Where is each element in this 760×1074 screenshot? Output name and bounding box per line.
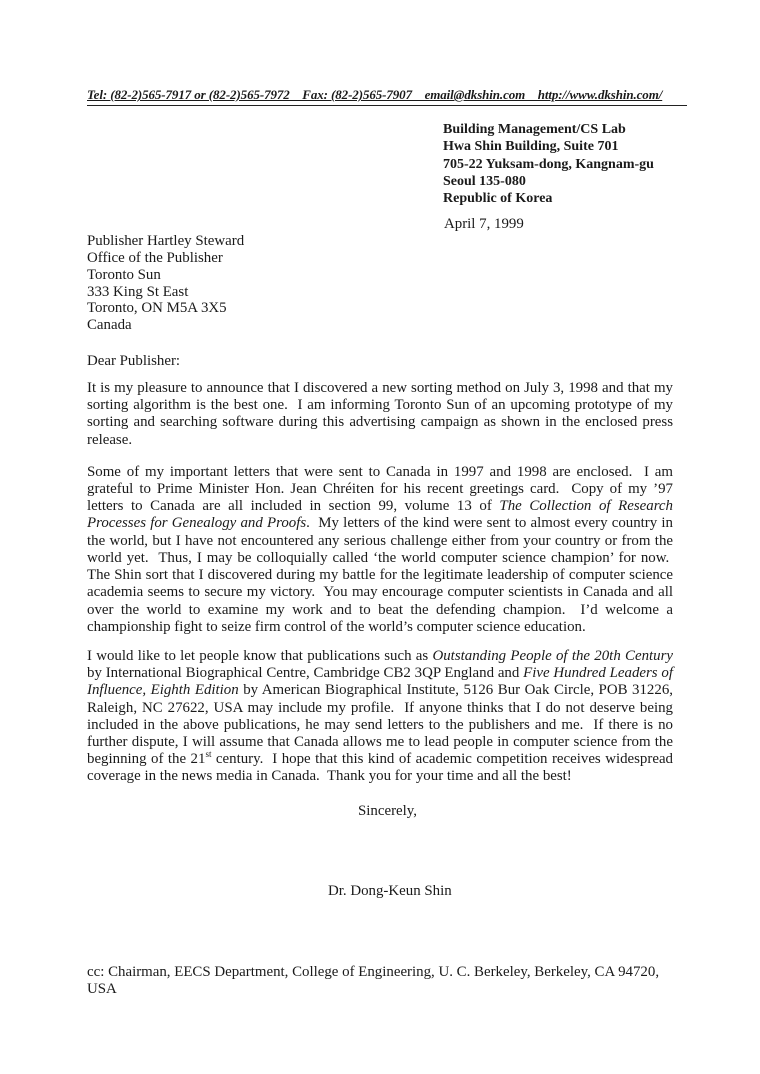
italic-title-text: Outstanding People of the 20th Century bbox=[432, 647, 673, 664]
paragraph-text: Some of my important letters that were sent to Canada in 1997 and 1998 are enclosed. I am grateful to Prime Minister Hon. Jean Chréiten for his recent greetings card. Copy of my ’97 letters to Canada are all included in section 99, volume 13 of bbox=[87, 463, 673, 515]
italic-title-text: Five Hundred Leaders of Influence, Eighth Edition bbox=[87, 665, 673, 699]
signature-name: Dr. Dong-Keun Shin bbox=[328, 882, 452, 899]
paragraph-text: . My letters of the kind were sent to almost every country in the world, but I have not encountered any serious challenge either from your country or from the world yet. Thus, I may be colloquially called ‘the world computer science champion’ for now. The Shin sort that I discovered during my battle for the legitimate leadership of computer science academia seems to secure my victory. You may encourage computer scientists in Canada and all over the world to examine my work and to beat the defending champion. I’d welcome a championship fight to seize firm control of the world’s computer science education. bbox=[87, 515, 673, 635]
italic-title-text: The Collection of Research Processes for Genealogy and Proofs bbox=[87, 498, 673, 532]
address-line: Publisher Hartley Steward bbox=[87, 233, 245, 250]
contact-info-header: Tel: (82-2)565-7917 or (82-2)565-7972 Fax: (82-2)565-7907 email@dkshin.com http://www.dkshin.com/ bbox=[87, 87, 687, 106]
address-line: 333 King St East bbox=[87, 283, 189, 300]
address-line: Hwa Shin Building, Suite 701 bbox=[443, 139, 619, 155]
paragraph-text: by American Biographical Institute, 5126 Bur Oak Circle, POB 31226, Raleigh, NC 27622, USA may include my profile. If anyone thinks that I do not deserve being included in the above publications, he may send letters to the publishers and me. If there is no further dispute, I will assume that Canada allows me to lead people in computer science from the beginning of the 21 bbox=[87, 682, 673, 768]
address-line: Building Management/CS Lab bbox=[443, 122, 626, 137]
body-paragraph-3 bbox=[87, 648, 673, 786]
salutation: Dear Publisher: bbox=[87, 353, 181, 370]
address-line: Toronto Sun bbox=[87, 266, 161, 283]
paragraph-text: century. I hope that this kind of academic competition receives widespread coverage in the news media in Canada. Thank you for your time and all the best! bbox=[87, 751, 674, 785]
date-line: April 7, 1999 bbox=[444, 216, 524, 233]
body-paragraph-2 bbox=[87, 464, 673, 636]
recipient-address-block bbox=[87, 233, 673, 334]
superscript-text: st bbox=[205, 749, 212, 760]
address-line: Seoul 135-080 bbox=[443, 173, 526, 189]
address-line: Office of the Publisher bbox=[87, 250, 223, 267]
address-line: Toronto, ON M5A 3X5 bbox=[87, 300, 227, 317]
body-paragraph-1 bbox=[87, 380, 673, 449]
closing: Sincerely, bbox=[358, 802, 417, 819]
cc-line: cc: Chairman, EECS Department, College of Engineering, U. C. Berkeley, Berkeley, CA 94720, USA bbox=[87, 963, 660, 997]
address-line: Republic of Korea bbox=[443, 191, 553, 207]
address-line: 705-22 Yuksam-dong, Kangnam-gu bbox=[443, 156, 654, 172]
paragraph-text: by International Biographical Centre, Cambridge CB2 3QP England and bbox=[87, 665, 524, 682]
address-line: Canada bbox=[87, 317, 132, 334]
paragraph-text: I would like to let people know that publications such as bbox=[87, 647, 433, 664]
paragraph-text: It is my pleasure to announce that I discovered a new sorting method on July 3, 1998 and that my sorting algorithm is the best one. I am informing Toronto Sun of an upcoming prototype of my sorting and searching software during this advertising campaign as shown in the enclosed press release. bbox=[87, 380, 673, 448]
sender-address-block bbox=[443, 121, 686, 207]
